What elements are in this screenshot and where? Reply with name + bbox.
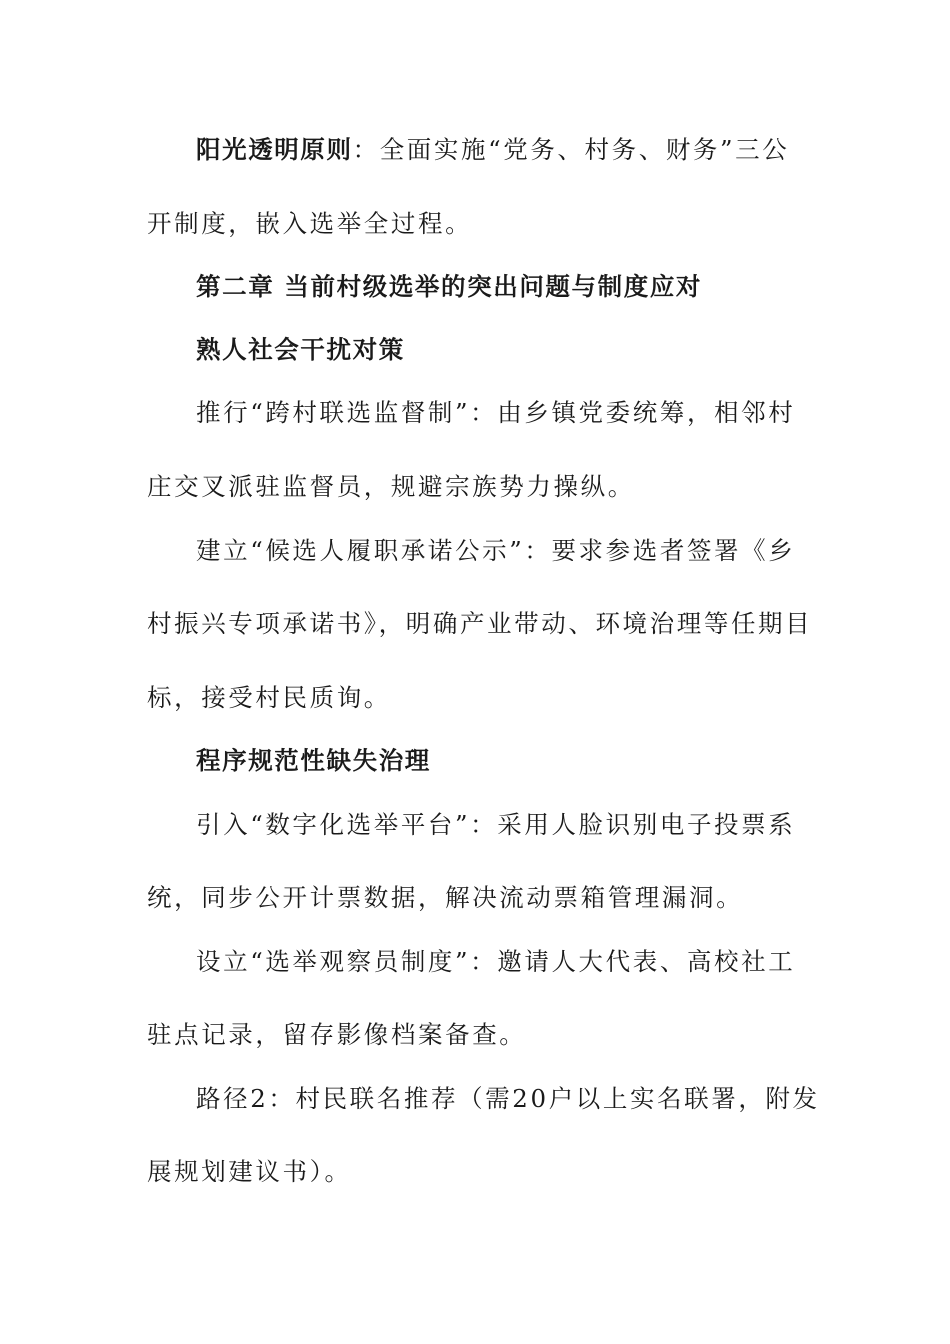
paragraph-sunshine-line-2: 开制度，嵌入选举全过程。 [147,209,473,238]
section-heading-acquaintance: 熟人社会干扰对策 [196,335,405,364]
paragraph-cross-village-line-1: 推行“跨村联选监督制”：由乡镇党委统筹，相邻村 [196,398,796,427]
paragraph-sunshine-line-1 [196,134,856,166]
paragraph-cross-village-line-2: 庄交叉派驻监督员，规避宗族势力操纵。 [147,472,635,501]
principle-text: ：全面实施“党务、村务、财务”三公 [352,135,790,164]
paragraph-path2-line-2: 展规划建议书）。 [147,1157,352,1186]
paragraph-digital-line-1: 引入“数字化选举平台”：采用人脸识别电子投票系 [196,810,796,839]
paragraph-candidate-line-2: 村振兴专项承诺书》，明确产业带动、环境治理等任期目 [147,609,813,638]
paragraph-observer-line-2: 驻点记录，留存影像档案备查。 [147,1020,527,1049]
paragraph-candidate-line-3: 标，接受村民质询。 [147,683,391,712]
section-heading-procedure: 程序规范性缺失治理 [196,746,431,775]
chapter-heading: 第二章 当前村级选举的突出问题与制度应对 [196,272,703,301]
paragraph-digital-line-2: 统，同步公开计票数据，解决流动票箱管理漏洞。 [147,883,744,912]
principle-lead: 阳光透明原则 [196,135,353,164]
paragraph-candidate-line-1: 建立“候选人履职承诺公示”：要求参选者签署《乡 [196,536,796,565]
paragraph-path2-line-1: 路径2：村民联名推荐（需20户以上实名联署，附发 [196,1084,820,1113]
paragraph-observer-line-1: 设立“选举观察员制度”：邀请人大代表、高校社工 [196,947,796,976]
